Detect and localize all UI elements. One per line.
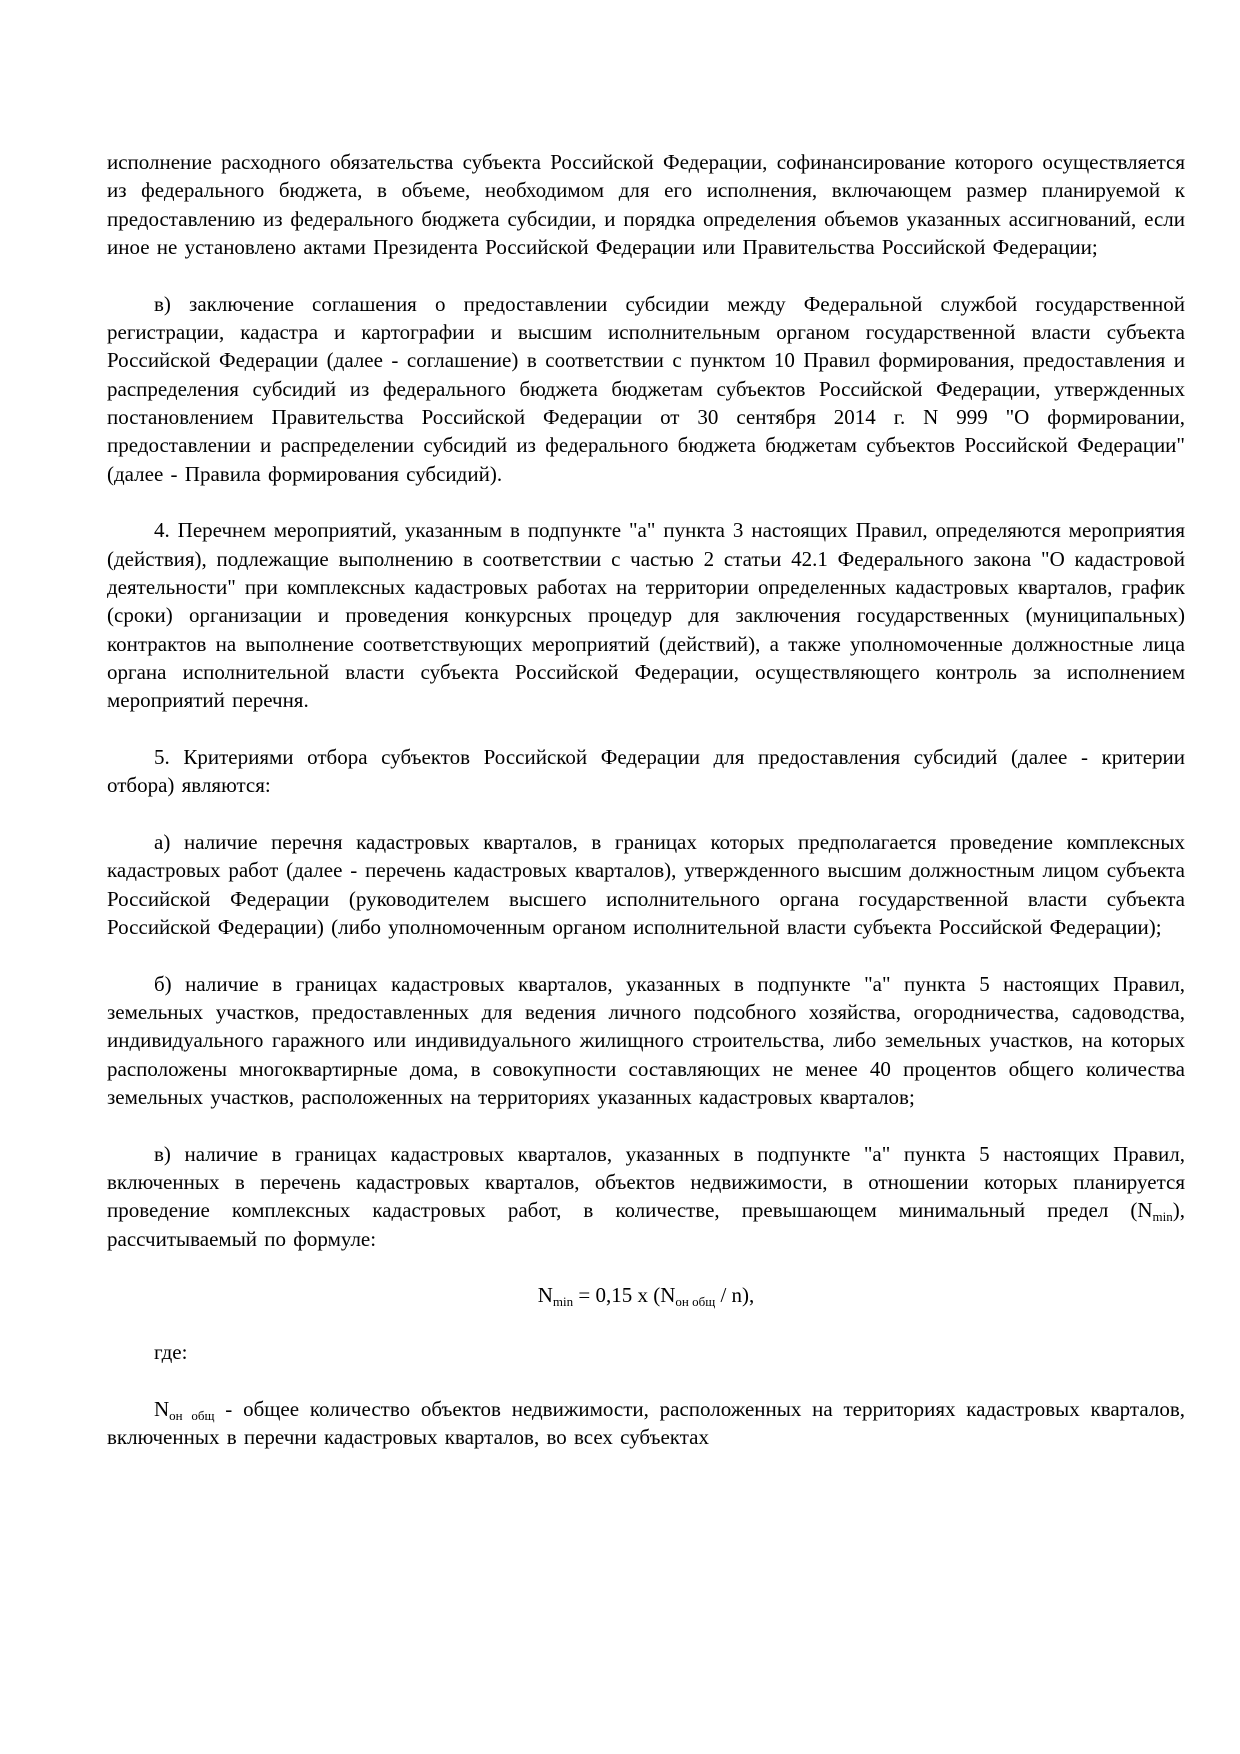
paragraph-n-definition xyxy=(107,1395,1185,1452)
paragraph-item-5: 5. Критериями отбора субъектов Российской Федерации для предоставления субсидий (далее - критерии отбора) являются: xyxy=(107,745,1185,798)
paragraph-text: - общее количество объектов недвижимости, расположенных на территориях кадастровых кварталов, включенных в перечни кадастровых кварталов, во всех субъектах xyxy=(107,1396,1185,1450)
paragraph-item-4: 4. Перечнем мероприятий, указанным в подпункте "а" пункта 3 настоящих Правил, определяются мероприятия (действия), подлежащие выполнению в соответствии с частью 2 статьи 42.1 Федерального закона "О кадастровой деятельности" при комплексных кадастровых работах на территории определенных кадастровых кварталов, график (сроки) организации и проведения конкурсных процедур для заключения государственных (муниципальных) контрактов на выполнение соответствующих мероприятий (действий), а также уполномоченные должностные лица органа исполнительной власти субъекта Российской Федерации, осуществляющего контроль за исполнением мероприятий перечня. xyxy=(107,518,1185,713)
paragraph-gde: где: xyxy=(154,1340,188,1365)
subscript-min: min xyxy=(1152,1209,1173,1225)
subscript-on-obsch: он общ xyxy=(169,1407,215,1423)
formula-symbol-n: N xyxy=(537,1283,553,1308)
paragraph-subitem-v: в) заключение соглашения о предоставлении субсидии между Федеральной службой государственной регистрации, кадастра и картографии и высшим исполнительным органом государственной власти субъекта Российской Федерации (далее - соглашение) в соответствии с пунктом 10 Правил формирования, предоставления и распределения субсидий из федерального бюджета бюджетам субъектов Российской Федерации, утвержденных постановлением Правительства Российской Федерации от 30 сентября 2014 г. N 999 "О формировании, предоставлении и распределении субсидий из федерального бюджета бюджетам субъектов Российской Федерации" (далее - Правила формирования субсидий). xyxy=(107,291,1185,486)
subscript-min: min xyxy=(552,1294,574,1310)
formula-nmin xyxy=(107,1281,1185,1309)
paragraph-text: ), рассчитываемый по формуле: xyxy=(107,1198,1185,1251)
paragraph-subitem-b: б) наличие в границах кадастровых кварталов, указанных в подпункте "а" пункта 5 настоящих Правил, земельных участков, предоставленных для ведения личного подсобного хозяйства, огородничества, садоводства, индивидуального гаражного или индивидуального жилищного строительства, либо земельных участков, на которых расположены многоквартирные дома, в совокупности составляющих не менее 40 процентов общего количества земельных участков, расположенных на территориях указанных кадастровых кварталов; xyxy=(107,971,1185,1110)
symbol-n: N xyxy=(154,1396,170,1421)
paragraph-intro-continuation: исполнение расходного обязательства субъекта Российской Федерации, софинансирование которого осуществляется из федерального бюджета, в объеме, необходимом для его исполнения, включающем размер планируемой к предоставлению из федерального бюджета субсидии, и порядка определения объемов указанных ассигнований, если иное не установлено актами Президента Российской Федерации или Правительства Российской Федерации; xyxy=(107,150,1185,260)
paragraph-text: в) наличие в границах кадастровых кварталов, указанных в подпункте "а" пункта 5 настоящих Правил, включенных в перечень кадастровых кварталов, объектов недвижимости, в отношении которых планируется проведение комплексных кадастровых работ, в количестве, превышающем минимальный предел (N xyxy=(107,1141,1185,1223)
formula-operator-text: = 0,15 x (N xyxy=(573,1283,676,1308)
formula-tail-text: / n), xyxy=(715,1283,755,1308)
paragraph-subitem-v2 xyxy=(107,1140,1185,1253)
paragraph-subitem-a: а) наличие перечня кадастровых кварталов, в границах которых предполагается проведение комплексных кадастровых работ (далее - перечень кадастровых кварталов), утвержденного высшим должностным лицом субъекта Российской Федерации (руководителем высшего исполнительного органа государственной власти субъекта Российской Федерации) (либо уполномоченным органом исполнительной власти субъекта Российской Федерации); xyxy=(107,830,1185,940)
subscript-on-obsch: он общ xyxy=(675,1294,716,1310)
